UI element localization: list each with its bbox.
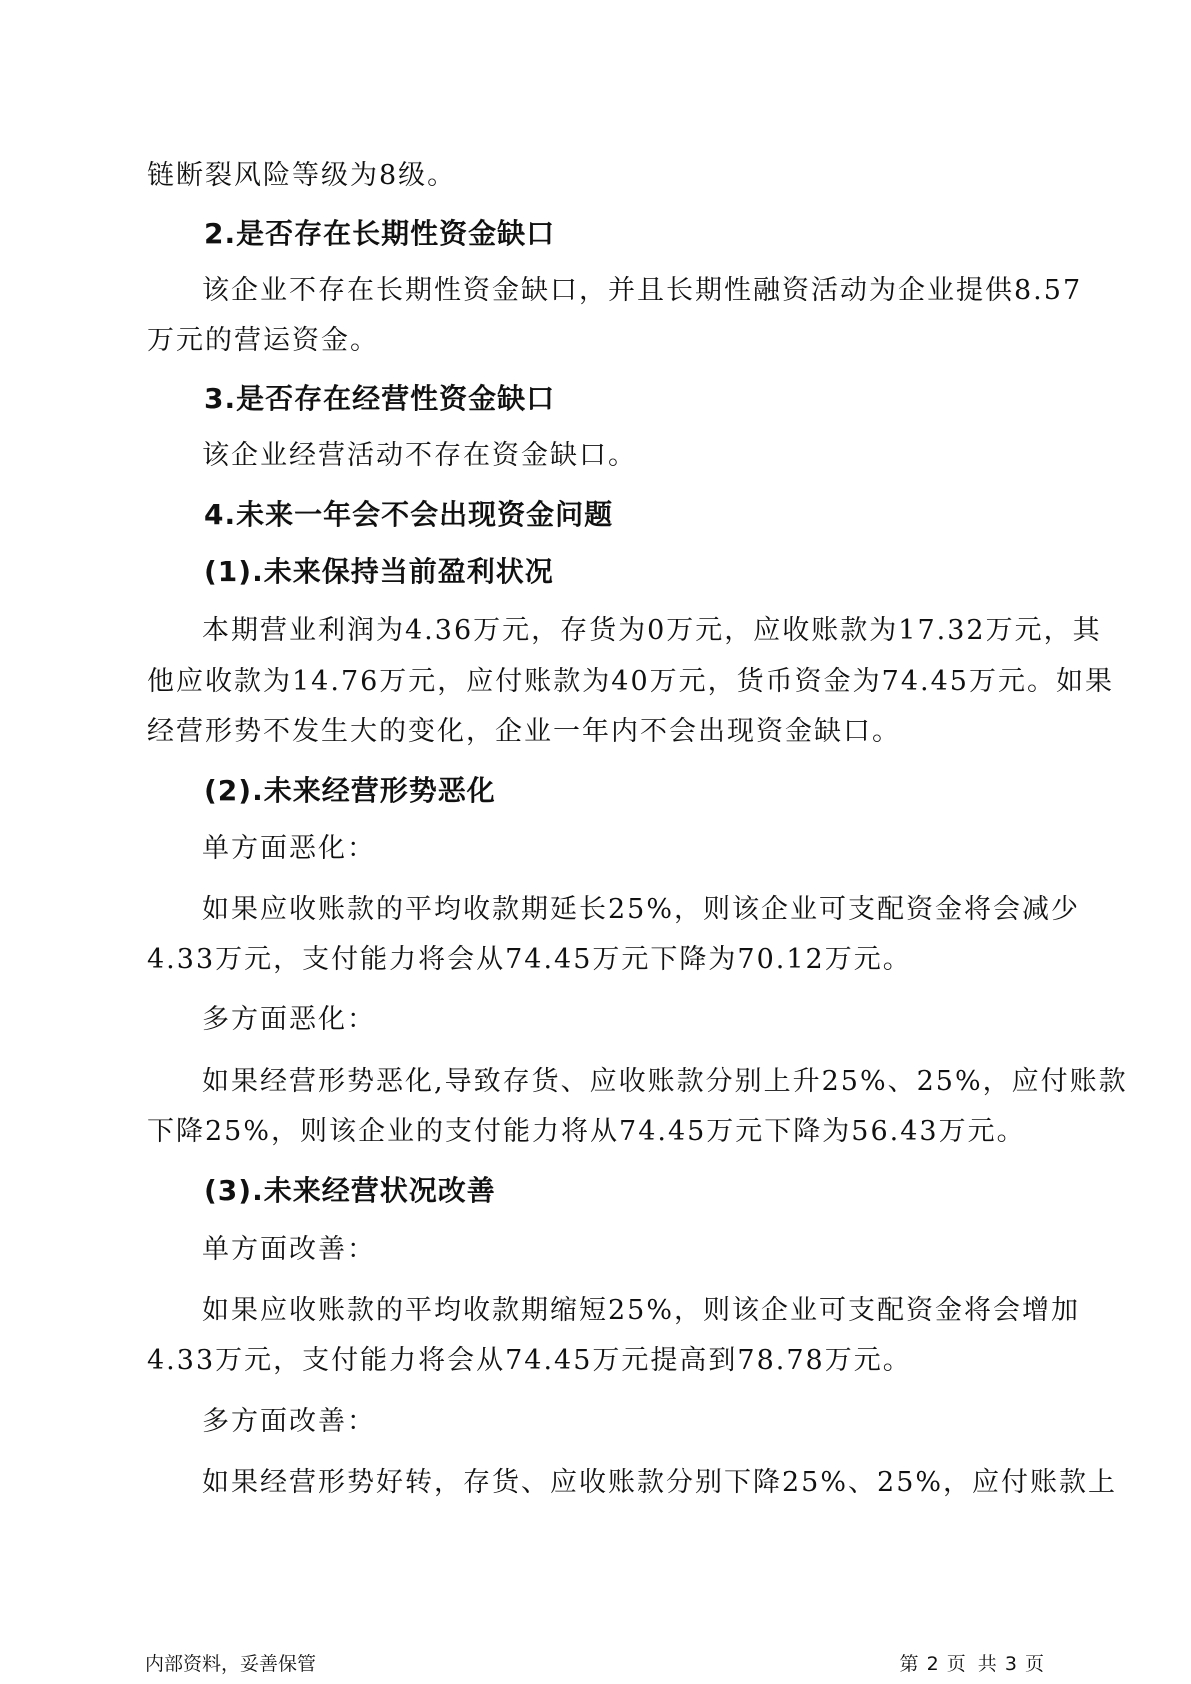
subsection-heading: (1).未来保持当前盈利状况 bbox=[204, 555, 554, 588]
section-heading: 3.是否存在经营性资金缺口 bbox=[204, 382, 556, 415]
text-line: 该企业经营活动不存在资金缺口。 bbox=[202, 440, 637, 471]
text-line: 多方面改善： bbox=[202, 1406, 376, 1437]
page-total: 3 bbox=[1004, 1653, 1017, 1675]
section-heading: 4.未来一年会不会出现资金问题 bbox=[204, 498, 614, 531]
section-heading: 2.是否存在长期性资金缺口 bbox=[204, 217, 556, 250]
text-line: 经营形势不发生大的变化，企业一年内不会出现资金缺口。 bbox=[147, 716, 901, 747]
page-label-suffix: 页 bbox=[1024, 1653, 1044, 1675]
subsection-heading: (3).未来经营状况改善 bbox=[204, 1174, 496, 1207]
page-label-mid: 页 共 bbox=[946, 1653, 997, 1675]
text-line: 该企业不存在长期性资金缺口，并且长期性融资活动为企业提供8.57 bbox=[202, 275, 1083, 306]
text-line: 单方面恶化： bbox=[202, 833, 376, 864]
page-indicator bbox=[900, 1651, 1047, 1677]
text-line: 链断裂风险等级为8级。 bbox=[147, 160, 457, 191]
text-line: 4.33万元，支付能力将会从74.45万元提高到78.78万元。 bbox=[147, 1345, 912, 1376]
text-line: 如果经营形势好转，存货、应收账款分别下降25%、25%，应付账款上 bbox=[202, 1467, 1118, 1498]
text-line: 单方面改善： bbox=[202, 1234, 376, 1265]
text-line: 4.33万元，支付能力将会从74.45万元下降为70.12万元。 bbox=[147, 944, 912, 975]
text-line: 本期营业利润为4.36万元，存货为0万元，应收账款为17.32万元，其 bbox=[202, 615, 1102, 646]
page-number: 2 bbox=[926, 1653, 939, 1675]
page-label-prefix: 第 bbox=[899, 1653, 919, 1675]
text-line: 如果经营形势恶化,导致存货、应收账款分别上升25%、25%，应付账款 bbox=[202, 1066, 1128, 1097]
subsection-heading: (2).未来经营形势恶化 bbox=[204, 774, 496, 807]
text-line: 如果应收账款的平均收款期缩短25%，则该企业可支配资金将会增加 bbox=[202, 1295, 1081, 1326]
text-line: 如果应收账款的平均收款期延长25%，则该企业可支配资金将会减少 bbox=[202, 894, 1081, 925]
text-line: 多方面恶化： bbox=[202, 1004, 376, 1035]
text-line: 下降25%，则该企业的支付能力将从74.45万元下降为56.43万元。 bbox=[147, 1116, 1026, 1147]
text-line: 万元的营运资金。 bbox=[147, 325, 379, 356]
text-line: 他应收款为14.76万元，应付账款为40万元，货币资金为74.45万元。如果 bbox=[147, 666, 1114, 697]
footer-note: 内部资料，妥善保管 bbox=[145, 1653, 317, 1675]
